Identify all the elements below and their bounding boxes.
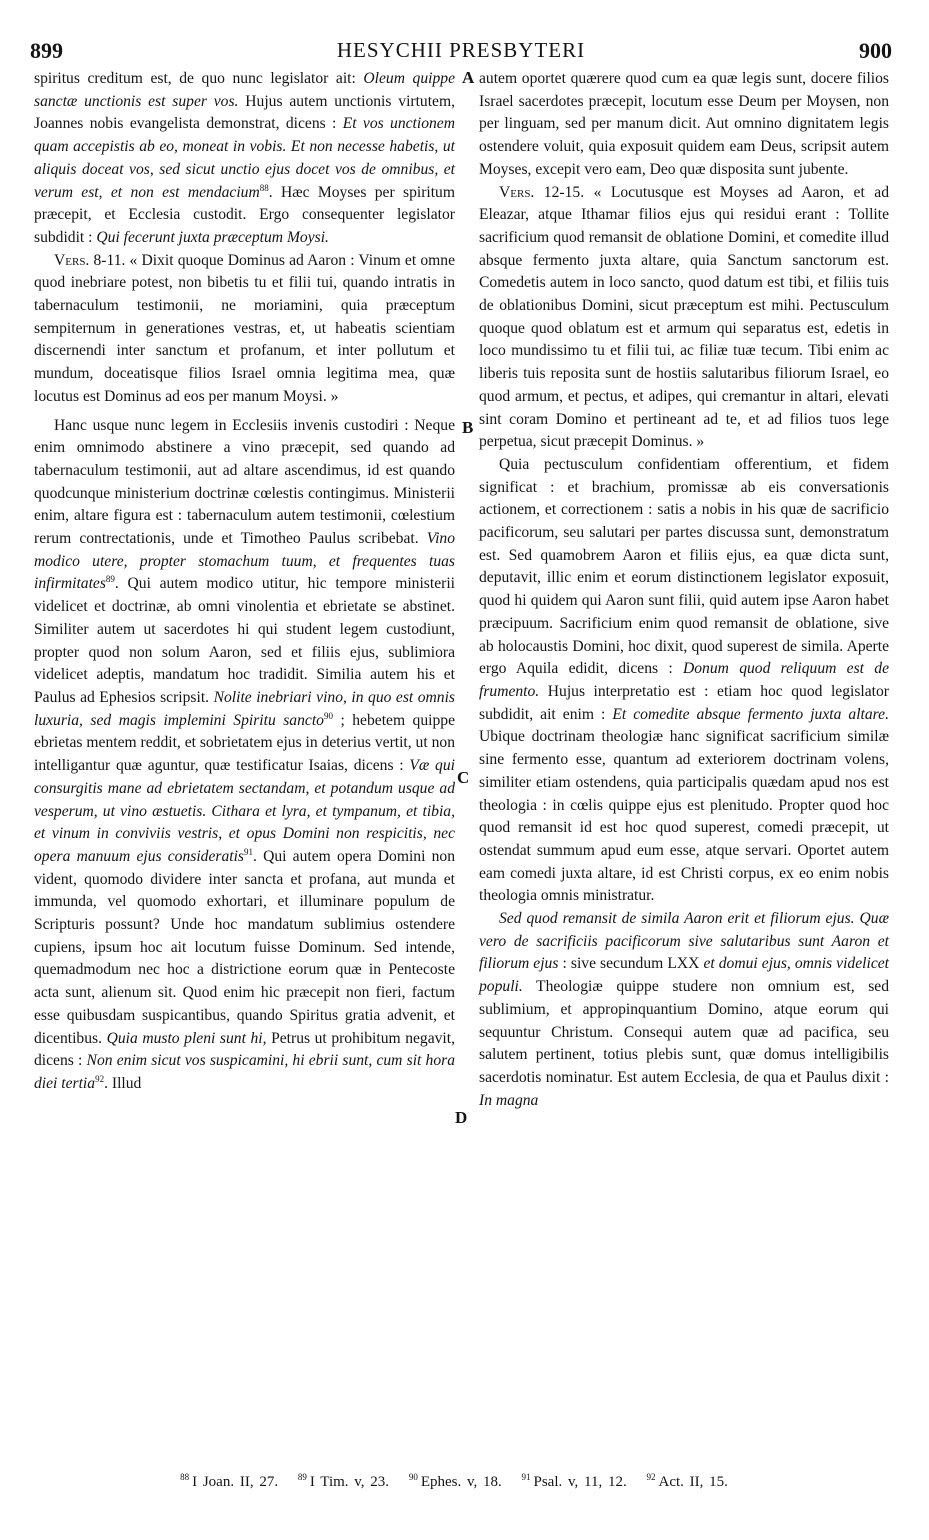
verse-label: Vers. 12-15. <box>499 183 585 201</box>
quotation: Et vos unctionem quam accepistis ab eo, moneat in vobis. Et non necesse habetis, ut aliquis doceat vos, sed sicut unctio ejus docet vos de omnibus, et verum est, et non est mendacium <box>34 115 455 201</box>
text-span: . Qui autem modico utitur, hic tempore ministerii videlicet et doctrinæ, ab omni vinolentia et ebrietate se abstinet. Similiter autem ut sacerdotes hi qui student legem custodiunt, propter quod non solum Aaron, sed et filiis ejus, sublimiora videlicet adeptis, mandatum hoc tradidit. Similia autem his et Paulus ad Ephesios scripsit. <box>34 575 455 706</box>
page-header <box>30 38 892 64</box>
left-column <box>34 68 455 1096</box>
verse-label: Vers. 8-11. <box>54 251 126 269</box>
quotation: Vino modico utere, propter stomachum tuum, et frequentes tuas infirmitates <box>34 530 455 593</box>
running-title: HESYCHII PRESBYTERI <box>336 38 586 62</box>
quotation: Oleum quippe sanctæ unctionis est super vos. <box>34 70 455 110</box>
footnote-number: 89 <box>297 1472 307 1482</box>
right-column <box>479 68 889 1112</box>
quotation: Non enim sicut vos suspicamini, hi ebrii sunt, cum sit hora diei tertia <box>34 1052 456 1092</box>
footnote-number: 92 <box>646 1472 656 1482</box>
right-paragraph-4 <box>479 908 889 1112</box>
text-span: Quia pectusculum confidentiam offerentium, et fidem significat : et brachium, promissæ ab eis conversationis actionem, et correctionem : satis a nobis in his quæ de sacrificio pacificorum, seu salutari per partes discussa sunt, demonstratum est. Sed quamobrem Aaron et filiis ejus, ea quæ dicta sunt, deputavit, illic enim et eorum distinctionem legislator exposuit, quod hi quidem qui Aaron sunt filii, quid autem ipse Aaron habet præcipuum. Sacrificium enim quod remansit de oblatione, sive ab holocaustis Domini, hoc dixit, quod superest de simila. Aperte ergo Aquila edidit, dicens : <box>479 455 889 678</box>
footnote-number: 90 <box>408 1472 418 1482</box>
right-paragraph-3 <box>479 454 889 908</box>
quotation: Nolite inebriari vino, in quo est omnis luxuria, sed magis implemini Spiritu sancto <box>34 688 455 729</box>
text-span: . Qui autem opera Domini non vident, quomodo dividere inter sancta et profana, aut munda et immunda, vel quomodo exhortari, et illuminare populum de Scripturis possunt? Unde hoc mandatum sublimius ostendere cupiens, ipsum hoc ait locutum fuisse Dominum. Sed intende, quemadmodum nec hoc a districtione eorum quæ in Pentecoste acta sunt, alienum sit. Quod enim hic præcepit non fieri, factum esse quibusdam suspicantibus, quando Spiritus gratia advenit, et dicentibus. <box>34 847 455 1047</box>
footnote-text: Ephes. v, 18. <box>420 1474 502 1490</box>
footnote-text: I Joan. II, 27. <box>192 1474 279 1490</box>
text-span: spiritus creditum est, de quo nunc legislator ait: <box>34 70 364 87</box>
quotation: et domui ejus, omnis videlicet populi. <box>479 955 889 996</box>
footnote <box>180 1474 278 1490</box>
left-page-number: 899 <box>30 38 63 63</box>
footnote <box>409 1474 502 1490</box>
text-span: Theologiæ quippe studere non omnium est, sed sublimium, et appropinquantium Domino, atque eorum qui sequuntur Christum. Consequi autem quæ ad pacifica, seu salutem pertinent, totius plebis sunt, quæ domus intelligibilis sacerdotis nominatur. Est autem Ecclesia, de qua et Paulus dixit : <box>479 978 889 1086</box>
text-span: « Locutusque est Moyses ad Aaron, et ad Eleazar, atque Ithamar filios ejus qui residui erant : Tollite sacrificium quod remansit de oblatione Domini, et comedite illud absque fermento juxta altare, quia Sanctum sanctorum est. Comedetis autem in loco sancto, quod datum est tibi, et filiis tuis de oblationibus Domini, sicut præceptum est mihi. Pectusculum quoque quod oblatum est et armum qui separatus est, edetis in loco mundissimo tu et filii tui, ac filiæ tuæ tecum. Tibi enim ac liberis tuis reposita sunt de hostiis salutaribus filiorum Israel, eo quod armum, et pectus, et adipes, qui cremantur in altari, elevati sint coram Domino et pertineant ad te, et ad filios tuos lege perpetua, sicut præcepit Dominus. » <box>479 183 889 451</box>
footnote <box>298 1474 389 1490</box>
text-span: Petrus ut prohibitum negavit, dicens : <box>34 1029 455 1070</box>
right-paragraph-1 <box>479 68 889 182</box>
footnote-text: Psal. v, 11, 12. <box>533 1474 627 1490</box>
left-paragraph-2 <box>34 250 455 409</box>
quotation: Donum quod reliquum est de frumento. <box>479 660 889 700</box>
footnote-ref: 90 <box>323 710 333 721</box>
text-span: Hanc usque nunc legem in Ecclesiis invenis custodiri : Neque enim omnimodo abstinere a vino præcepit, sed quando ad tabernaculum testimonii, aut ad altare ascendimus, id est quando quodcunque ministerium doctrinæ cœlestis contingimus. Ministerii enim, altare figura est : tabernaculum autem testimonii, cœlestium rerum contrectationis, unde et Timotheo Paulus scribebat. <box>34 416 455 548</box>
text-span: : sive secundum LXX <box>558 955 704 973</box>
margin-marker-b: B <box>462 418 474 437</box>
footnote-ref: 88 <box>259 182 269 193</box>
text-span: ; hebetem quippe ebrietas mentem reddit, et sobrietatem ejus in deterius vertit, ut non intelligantur quæ aguntur, quæ testificatur Isaias, dicens : <box>34 711 455 775</box>
quotation: Sed quod remansit de simila Aaron erit et filiorum ejus. Quæ vero de sacrificiis pacificorum sive salutaribus sunt Aaron et filiorum ejus <box>479 910 889 973</box>
footnote-ref: 92 <box>95 1073 105 1084</box>
quotation: Et comedite absque fermento juxta altare. <box>612 705 889 723</box>
right-paragraph-2 <box>479 182 889 454</box>
text-span: . Hæc Moyses per spiritum præcepit, et Ecclesia custodit. Ergo consequenter legislator subdidit : <box>34 183 455 246</box>
quotation: Væ qui consurgitis mane ad ebrietatem sectandam, et potandum usque ad vesperum, ut vino æstuetis. Cithara et lyra, et tympanum, et tibia, et vinum in conviviis vestris, et opus Domini non respicitis, nec opera manuum ejus consideratis <box>34 757 455 865</box>
footnote-number: 91 <box>521 1472 531 1482</box>
footnotes <box>30 1474 892 1491</box>
footnote <box>522 1474 627 1490</box>
margin-marker-a: A <box>462 68 475 87</box>
footnote-ref: 91 <box>244 846 253 857</box>
margin-marker-d: D <box>455 1108 468 1127</box>
footnote-text: Act. II, 15. <box>658 1474 728 1490</box>
margin-marker-c: C <box>457 768 470 787</box>
quotation: In magna <box>479 1091 539 1109</box>
footnote-ref: 89 <box>105 574 115 585</box>
quotation: Qui fecerunt juxta præceptum Moysi. <box>96 228 329 246</box>
text-span: Hujus interpretatio est : etiam hoc quod legislator subdidit, ait enim : <box>479 682 889 723</box>
text-span: Ubique doctrinam theologiæ hanc significat sacrificium similæ sine fermento esse, quantum ad exteriorem doctrinam volens, similiter etiam ostendens, quia participalis quædam apud nos est theologia : in cœlis quippe ejus est plenitudo. Propter quod hoc quod remansit id est hoc quod superest, comedi præcepit, ut ostendat summum apud eum esse, atque servari. Oportet autem eam comedi juxta altare, id est Christi corpus, ex eo enim nobis theologia omnis ministratur. <box>479 728 889 905</box>
text-span: Hujus autem unctionis virtutem, Joannes nobis evangelista demonstrat, dicens : <box>34 92 456 133</box>
quotation: Quia musto pleni sunt hi, <box>106 1029 267 1047</box>
left-paragraph-1 <box>34 68 455 250</box>
text-span: autem oportet quærere quod cum ea quæ legis sunt, docere filios Israel sacerdotes præcepit, locutum esse Deum per Moysen, non per linguam, sed per manum dicit. Aut omnino dignitatem legis ostendere voluit, quia exposuit quidem eam Deus, scripsit autem Moyses, excepit vero eam, Deo quæ disposita sunt jubente. <box>479 70 889 178</box>
left-paragraph-3 <box>34 415 455 1096</box>
right-page-number: 900 <box>859 38 892 63</box>
footnote-number: 88 <box>180 1472 190 1482</box>
footnote <box>646 1474 727 1490</box>
text-span: . Illud <box>104 1074 142 1092</box>
footnote-text: I Tim. v, 23. <box>309 1474 390 1490</box>
text-span: « Dixit quoque Dominus ad Aaron : Vinum et omne quod inebriare potest, non bibetis tu et filii tui, quando intratis in tabernaculum testimonii, ne moriamini, quia præceptum sempiternum in generationes vestras, et, ut habeatis scientiam discernendi inter sanctum et profanum, et inter pollutum et mundum, doceatisque filios Israel omnia legitima mea, quæ locutus est Dominus ad eos per manum Moysi. » <box>34 251 455 405</box>
